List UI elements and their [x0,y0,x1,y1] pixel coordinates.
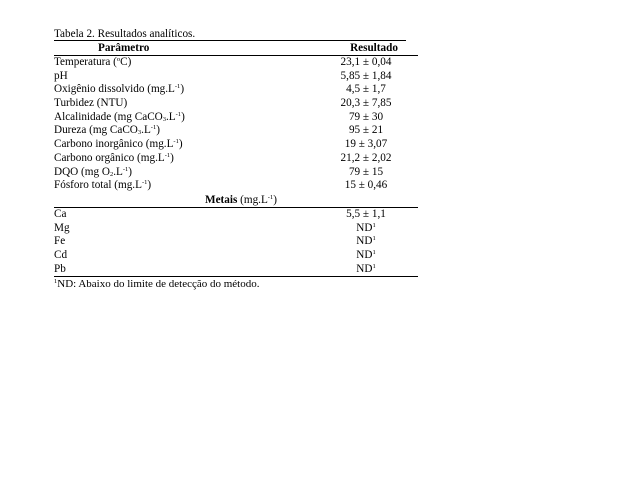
result-cell: 4,5 ± 1,7 [346,83,386,96]
parameter-sup: -1 [141,179,148,187]
metals-unit-sup: -1 [267,193,274,201]
table-row [54,222,418,236]
parameter-post: ) [178,138,183,151]
parameter-cell [54,138,316,152]
caption-rule [54,40,406,41]
table-row [54,138,418,152]
parameter-pre: Fósforo total (mg.L [54,179,142,192]
caption-text: Tabela 2. Resultados analíticos. [54,28,196,40]
parameter-sup: -1 [175,110,182,118]
parameter-cell [54,179,316,193]
result-footnote-marker: 1 [372,262,376,270]
parameter-cell [54,70,316,84]
table-row [54,97,418,111]
result-cell: 5,85 ± 1,84 [340,69,392,82]
result-cell [316,263,416,277]
result-cell: 20,3 ± 7,85 [340,97,392,110]
metal-rows [54,208,418,276]
parameter-pre: Turbidez (NTU) [54,97,128,110]
parameter-cell [54,111,316,125]
parameter-mid: .L [141,124,151,137]
metals-label: Metais [205,193,238,206]
parameter-sup: -1 [173,138,179,146]
table-row [54,235,418,249]
parameter-pre: pH [54,69,68,82]
metal-name-cell: Ca [54,207,67,220]
result-cell: 95 ± 21 [348,124,384,137]
result-cell [316,235,416,249]
parameter-post: ) [128,165,132,178]
parameter-sup: -1 [174,83,181,91]
result-cell: 19 ± 3,07 [344,138,388,151]
result-value: ND [356,262,373,275]
parameter-sub: 2 [109,170,114,178]
metal-name-cell: Pb [54,262,66,275]
footnote-text: ND: Abaixo do limite de detecção do método. [57,278,260,291]
result-cell [316,249,416,263]
metals-section-header [54,193,418,208]
parameter-post: ) [170,151,174,164]
result-cell: 15 ± 0,46 [344,179,388,192]
result-cell: 23,1 ± 0,04 [340,56,392,68]
parameter-cell [54,83,316,97]
result-footnote-marker: 1 [372,221,376,229]
parameter-cell [54,97,316,111]
result-footnote-marker: 1 [372,248,376,256]
parameter-pre: Carbono orgânico (mg.L [54,151,165,164]
parameter-cell [54,56,316,70]
result-cell: 79 ± 15 [348,165,384,178]
parameter-pre: Alcalinidade (mg CaCO [54,110,163,123]
parameter-post: ) [147,179,152,192]
table-row [54,179,418,193]
result-value: ND [356,235,373,248]
table-row [54,152,418,166]
result-footnote-marker: 1 [372,235,376,243]
parameter-sub: 3 [137,129,142,137]
table-row [54,111,418,125]
footnote [54,277,418,291]
table-row [54,70,418,84]
parameter-cell [54,124,316,138]
parameter-cell [54,152,316,166]
table-row [54,56,418,70]
header-parameter: Parâmetro [98,42,150,54]
metal-name-cell: Mg [54,221,70,234]
results-table [54,28,418,291]
table-caption [54,28,418,41]
parameter-post: ) [180,83,185,96]
parameter-sup: -1 [150,124,157,132]
table-row [54,83,418,97]
header-result: Resultado [350,42,398,54]
result-value: 5,5 ± 1,1 [346,207,386,220]
parameter-cell [54,166,316,180]
result-value: ND [356,248,373,261]
result-cell [316,208,416,222]
parameter-pre: Oxigênio dissolvido (mg.L [54,83,175,96]
footnote-marker: 1 [54,278,58,286]
parameter-pre: DQO (mg O [54,165,110,178]
result-cell: 79 ± 30 [348,110,384,123]
parameter-pre: Carbono inorgânico (mg.L [54,138,174,151]
parameter-sup: -1 [164,151,171,159]
parameter-post: ) [156,124,160,137]
table-row [54,263,418,277]
metals-unit: (mg.L [237,193,268,206]
parameter-sup: o [116,56,121,63]
result-cell [316,222,416,236]
parameter-post: C) [120,56,132,68]
metal-name-cell: Cd [54,248,68,261]
metal-name-cell: Fe [54,235,66,248]
table-row [54,208,418,222]
parameter-post: ) [181,110,185,123]
result-value: ND [356,221,373,234]
parameter-sup: -1 [122,165,129,173]
table-row [54,249,418,263]
parameter-mid: .L [113,165,123,178]
table-row [54,166,418,180]
parameter-pre: Temperatura ( [54,56,117,68]
table-row [54,124,418,138]
parameter-rows [54,56,418,193]
table-header [54,41,418,56]
parameter-pre: Dureza (mg CaCO [54,124,138,137]
parameter-mid: .L [166,110,176,123]
result-cell: 21,2 ± 2,02 [340,151,392,164]
metals-unit-close: ) [273,193,277,206]
parameter-sub: 3 [162,115,166,123]
